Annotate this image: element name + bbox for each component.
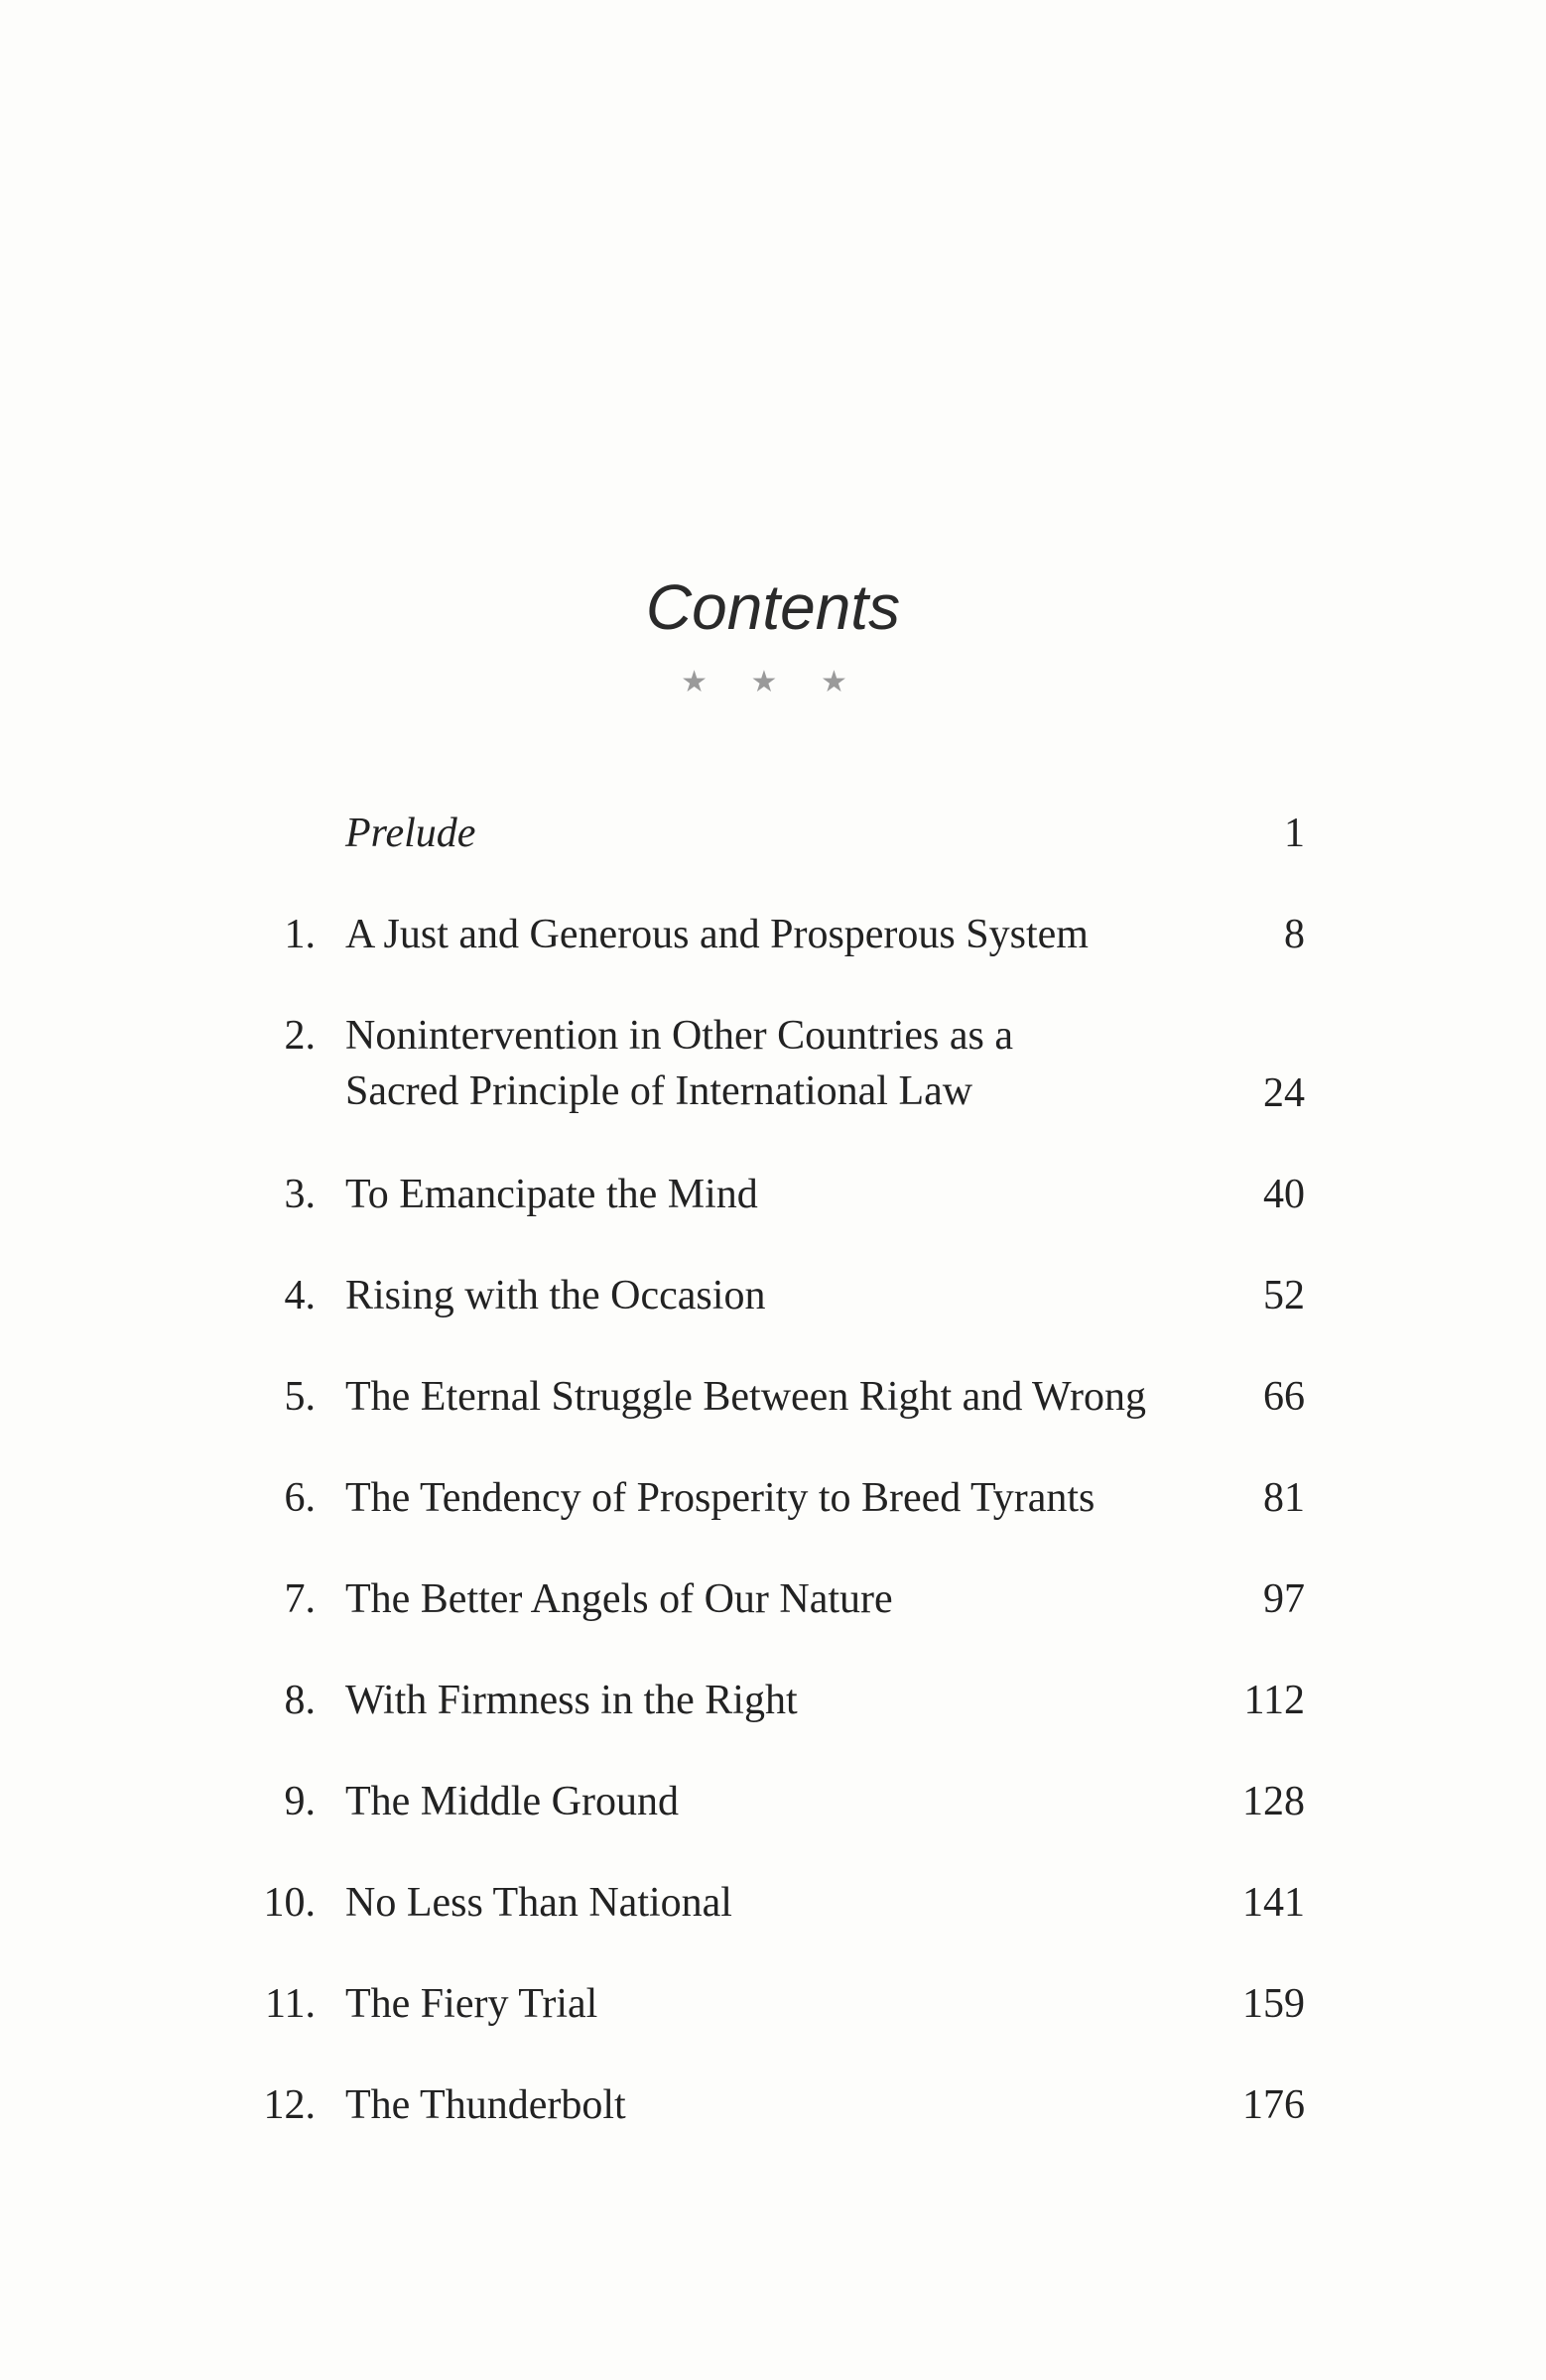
toc-entry-page: 97 — [1263, 1576, 1305, 1622]
toc-entry-page: 8 — [1284, 912, 1305, 957]
toc-entry-number: 6. — [284, 1475, 316, 1521]
toc-entry-title: Nonintervention in Other Countries as a Sacred Principle of International Law — [345, 1013, 1014, 1114]
toc-entry-number: 11. — [265, 1981, 316, 2027]
toc-entry-page: 159 — [1242, 1981, 1305, 2027]
toc-entry-page: 52 — [1263, 1273, 1305, 1318]
toc-entry-page: 1 — [1284, 811, 1305, 856]
toc-entry-page: 66 — [1263, 1374, 1305, 1420]
toc-entry-number: 3. — [284, 1172, 316, 1217]
toc-entry-title: The Eternal Struggle Between Right and Wrong — [345, 1374, 1147, 1420]
toc-entry-number: 4. — [284, 1273, 316, 1318]
page-title: Contents — [645, 571, 901, 643]
toc-entry-number: 9. — [284, 1779, 316, 1824]
toc-entry-number: 2. — [284, 1013, 316, 1059]
toc-entry-number: 1. — [284, 912, 316, 957]
toc-entry-title: Rising with the Occasion — [345, 1273, 766, 1318]
toc-entry-title: With Firmness in the Right — [345, 1678, 798, 1723]
toc-entry-title: To Emancipate the Mind — [345, 1172, 758, 1217]
toc-entry-title: The Better Angels of Our Nature — [345, 1576, 893, 1622]
toc-entry-title: The Middle Ground — [345, 1779, 679, 1824]
star-ornament-icon: ★ ★ ★ — [681, 666, 865, 698]
toc-entry-number: 5. — [284, 1374, 316, 1420]
toc-entry-title: A Just and Generous and Prosperous System — [345, 912, 1089, 957]
toc-entry-title: No Less Than National — [345, 1880, 732, 1926]
toc-entry-page: 81 — [1263, 1475, 1305, 1521]
toc-entry-page: 40 — [1263, 1172, 1305, 1217]
toc-entry-page: 112 — [1243, 1678, 1305, 1723]
toc-entry-number: 7. — [284, 1576, 316, 1622]
toc-entry-page: 176 — [1242, 2082, 1305, 2128]
toc-entry-number: 8. — [284, 1678, 316, 1723]
toc-entry-title: The Thunderbolt — [345, 2082, 626, 2128]
toc-entry-number: 10. — [263, 1880, 316, 1926]
toc-entry-title: The Fiery Trial — [345, 1981, 598, 2027]
toc-entry-title: The Tendency of Prosperity to Breed Tyrants — [345, 1475, 1095, 1521]
toc-entry-page: 141 — [1242, 1880, 1305, 1926]
toc-entry-page: 24 — [1263, 1070, 1305, 1116]
toc-entry-page: 128 — [1242, 1779, 1305, 1824]
toc-entry-number: 12. — [263, 2082, 316, 2128]
toc-entry-title: Prelude — [345, 811, 476, 856]
